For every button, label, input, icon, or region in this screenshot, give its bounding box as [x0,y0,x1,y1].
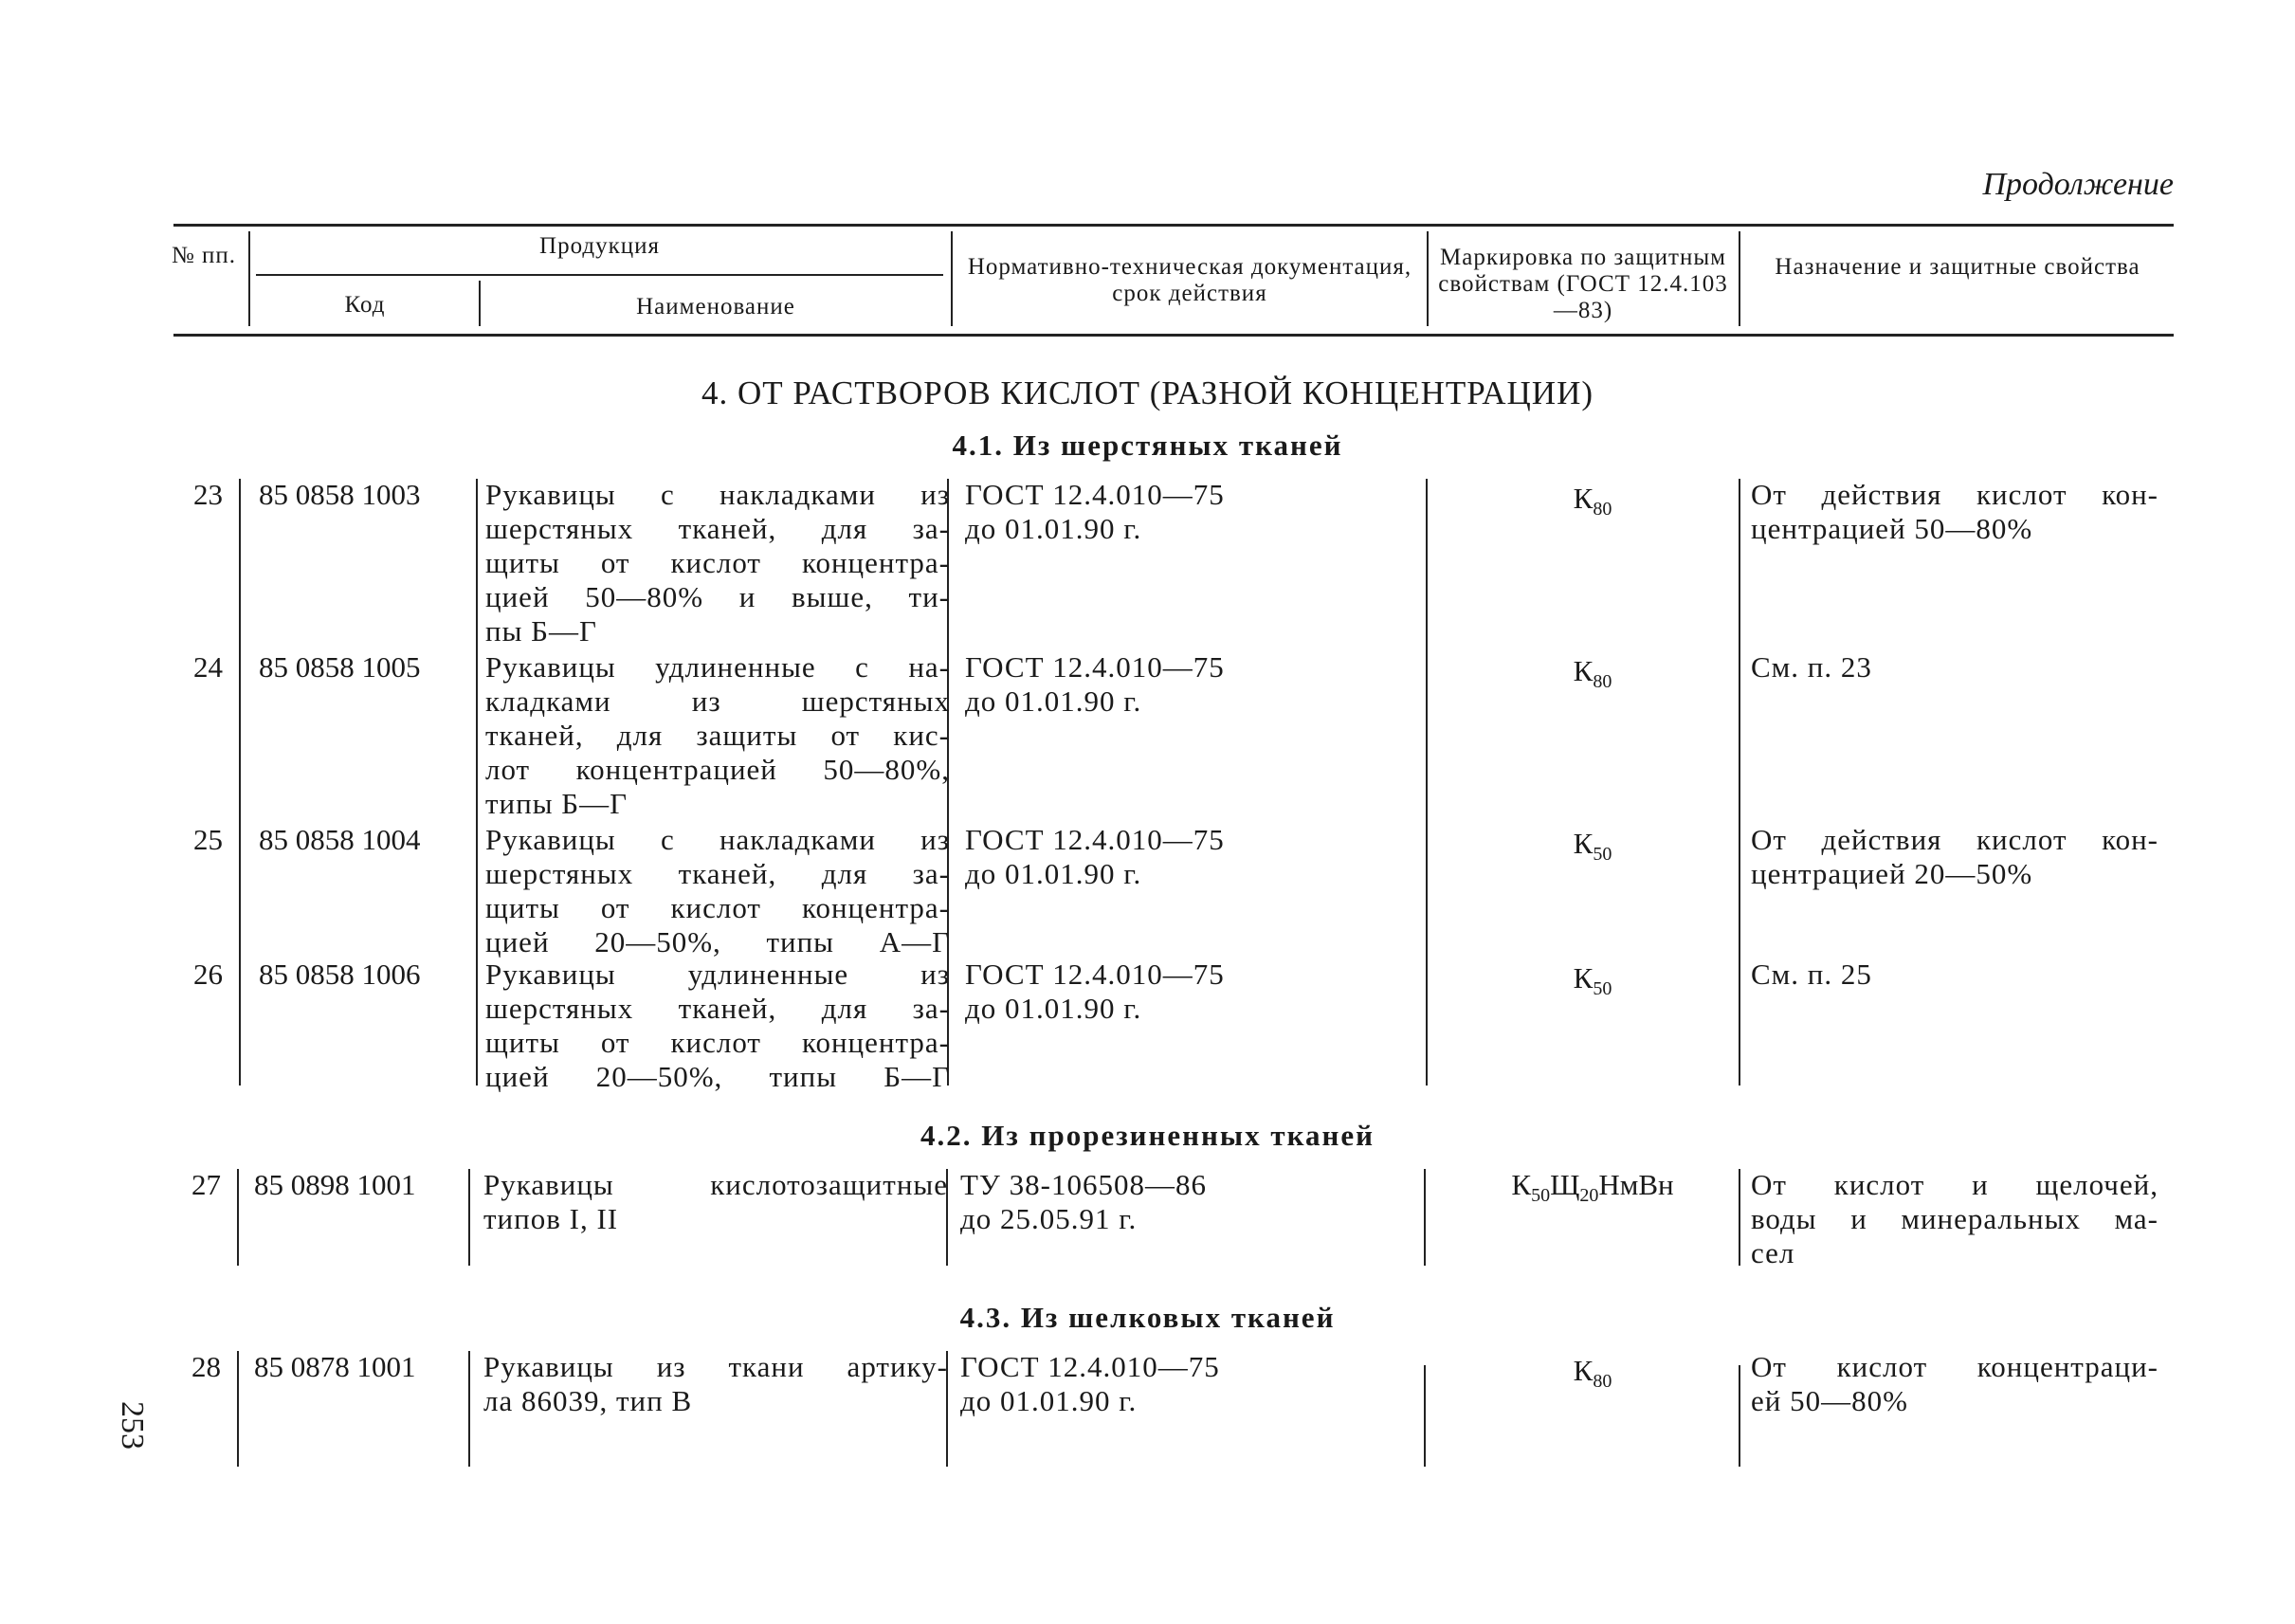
normative-doc: ГОСТ 12.4.010—75 до 01.01.90 г. [965,650,1225,718]
product-name: Рукавицы с накладками из шерстяных тканей, для за- щиты от кислот концентра- цией 20—50%, типы А—Г [485,823,950,958]
product-code: 85 0858 1004 [259,823,421,856]
marking: $К_{50}$ [1573,827,1612,866]
marking: $К_{50}Щ_{20}НмВн$ [1511,1168,1674,1207]
row-number: 27 [191,1168,221,1201]
normative-doc: ТУ 38-106508—86 до 25.05.91 г. [960,1168,1207,1235]
col-sep-doc [1424,1365,1426,1467]
col-sep-num [237,1351,239,1467]
marking: $К_{50}$ [1573,961,1612,1000]
continuation-label: Продолжение [1982,167,2174,202]
product-code: 85 0858 1003 [259,478,421,511]
header-sep-4 [1427,231,1429,326]
marking: $К_{80}$ [1573,482,1612,520]
header-name: Наименование [636,294,795,319]
normative-doc: ГОСТ 12.4.010—75 до 01.01.90 г. [965,823,1225,890]
product-code: 85 0878 1001 [254,1350,416,1383]
purpose: От действия кислот кон- центрацией 20—50% [1751,823,2158,890]
col-sep-code [468,1351,470,1467]
purpose: От кислот и щелочей, воды и минеральных ма- сел [1751,1168,2158,1269]
page-number: 253 [115,1401,150,1450]
header-sep-5 [1739,231,1740,326]
group-title: 4.1. Из шерстяных тканей [952,429,1343,462]
col-sep-code [468,1169,470,1266]
product-name: Рукавицы удлиненные из шерстяных тканей, для за- щиты от кислот концентра- цией 20—50%, типы Б—Г [485,958,950,1093]
purpose: От кислот концентраци- ей 50—80% [1751,1350,2158,1417]
group-title: 4.2. Из прорезиненных тканей [920,1119,1375,1152]
row-number: 26 [193,958,223,991]
col-sep-doc [1424,1169,1426,1266]
group-title: 4.3. Из шелковых тканей [959,1301,1336,1334]
header-code: Код [344,292,386,318]
row-number: 25 [193,823,223,856]
col-sep-code [476,479,478,1086]
marking: $К_{80}$ [1573,654,1612,693]
col-sep-doc [1426,479,1428,1086]
header-sep-1 [248,231,250,326]
col-sep-num [239,479,241,1086]
product-name: Рукавицы удлиненные с на- кладками из шерстяных тканей, для защиты от кис- лот концентрацией 50—80%, типы Б—Г [485,650,950,820]
header-product: Продукция [539,233,660,259]
product-name: Рукавицы из ткани артику- ла 86039, тип В [483,1350,948,1417]
section-title: 4. ОТ РАСТВОРОВ КИСЛОТ (РАЗНОЙ КОНЦЕНТРАЦИИ) [701,374,1594,411]
header-num: № пп. [171,243,237,268]
purpose: См. п. 25 [1751,958,1872,991]
purpose: См. п. 23 [1751,650,1872,684]
product-name: Рукавицы с накладками из шерстяных тканей, для за- щиты от кислот концентра- цией 50—80% и выше, ти- пы Б—Г [485,478,950,648]
row-number: 28 [191,1350,221,1383]
header-purpose: Назначение и защитные свойства [1775,254,2140,280]
header-docs: Нормативно-техническая документация, срок действия [967,254,1412,306]
header-top-rule [173,224,2174,227]
header-marking: Маркировка по защитным свойствам (ГОСТ 12.4.103—83) [1438,245,1728,323]
normative-doc: ГОСТ 12.4.010—75 до 01.01.90 г. [965,478,1225,545]
header-sep-3 [951,231,953,326]
row-number: 24 [193,650,223,684]
row-number: 23 [193,478,223,511]
product-underline [256,274,943,276]
col-sep-num [237,1169,239,1266]
normative-doc: ГОСТ 12.4.010—75 до 01.01.90 г. [960,1350,1220,1417]
product-code: 85 0858 1005 [259,650,421,684]
header-sep-2 [479,281,481,326]
marking: $К_{80}$ [1573,1354,1612,1393]
header-bottom-rule [173,334,2174,337]
product-name: Рукавицы кислотозащитные типов I, II [483,1168,948,1235]
product-code: 85 0898 1001 [254,1168,416,1201]
product-code: 85 0858 1006 [259,958,421,991]
normative-doc: ГОСТ 12.4.010—75 до 01.01.90 г. [965,958,1225,1025]
purpose: От действия кислот кон- центрацией 50—80% [1751,478,2158,545]
